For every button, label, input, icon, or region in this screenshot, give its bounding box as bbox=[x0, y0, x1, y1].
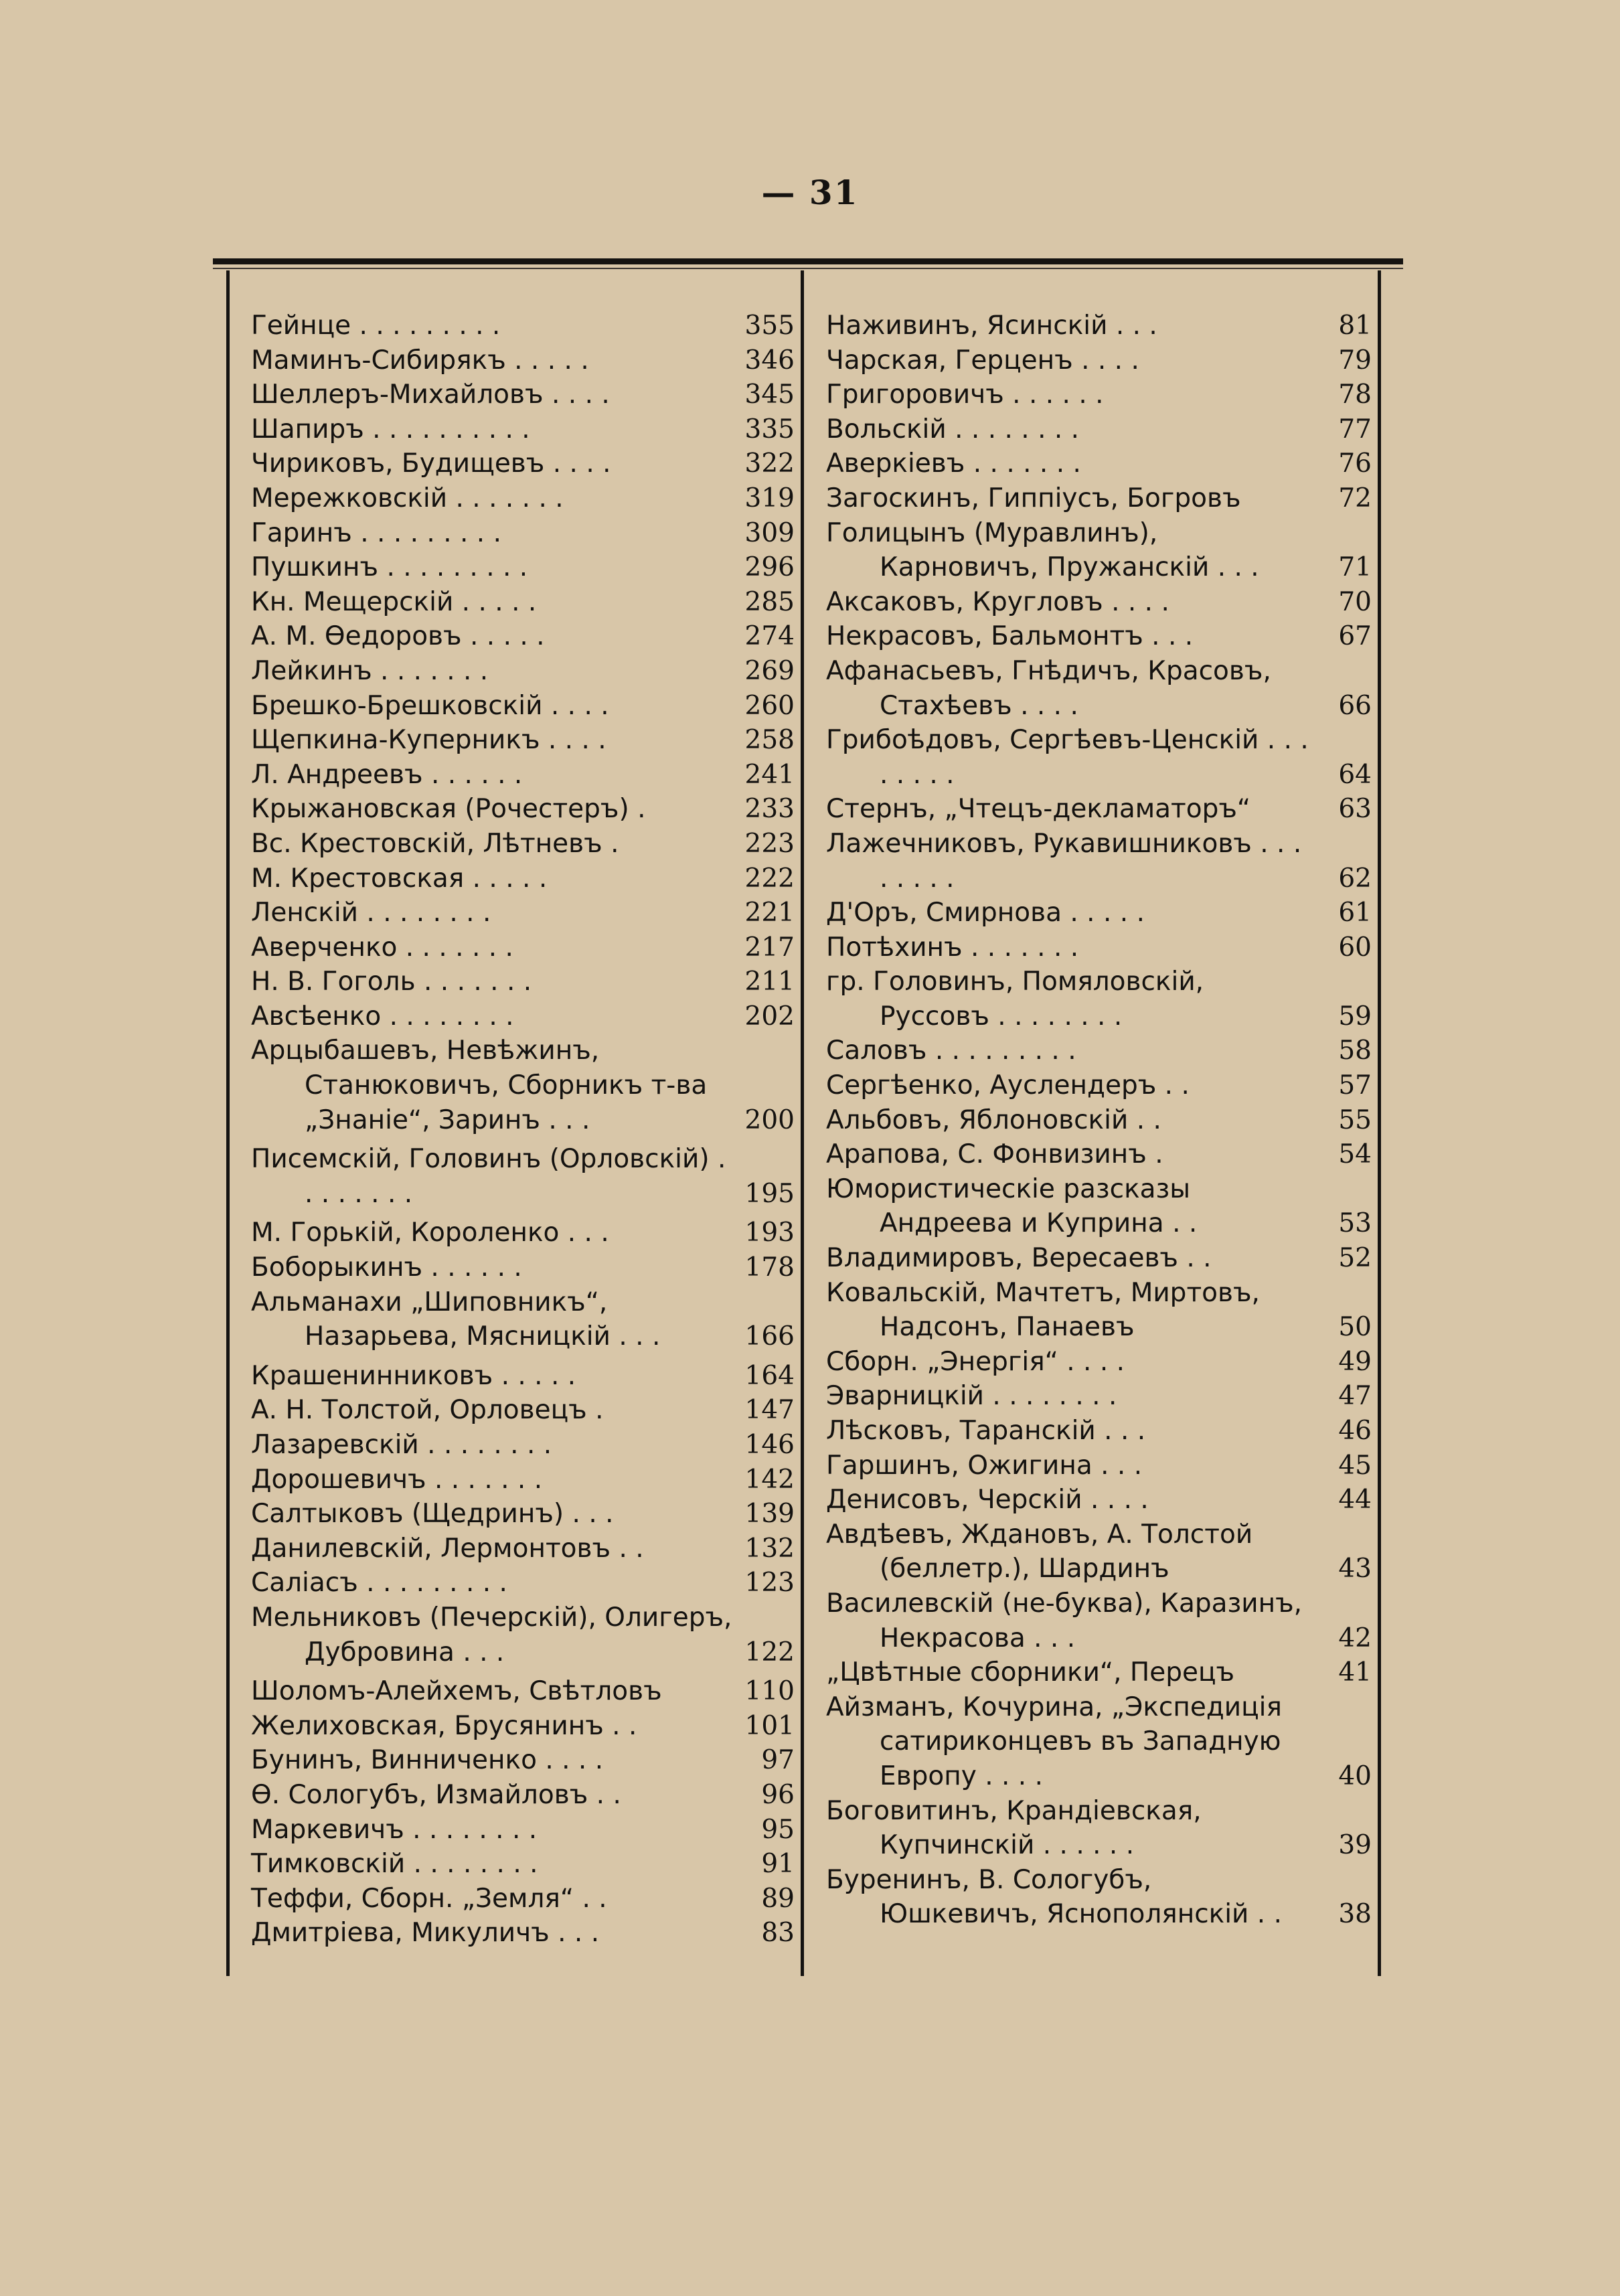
entry-names: А. Н. Толстой, Орловецъ . bbox=[251, 1395, 604, 1426]
entry-names: гр. Головинъ, Помяловскій, Руссовъ . . . . . . . . bbox=[826, 967, 1204, 1032]
entry-count: 72 bbox=[1338, 483, 1372, 513]
index-entry bbox=[826, 1414, 1372, 1449]
entry-count: 139 bbox=[744, 1499, 795, 1530]
entry-names: Грибоѣдовъ, Сергѣевъ-Ценскій . . . . . . . . bbox=[826, 725, 1309, 790]
entry-names: Гейнце . . . . . . . . . bbox=[251, 311, 501, 341]
entry-count: 40 bbox=[1338, 1760, 1372, 1791]
entry-names: Гаршинъ, Ожигина . . . bbox=[826, 1450, 1143, 1481]
index-entry bbox=[251, 1847, 795, 1882]
entry-count: 147 bbox=[744, 1395, 795, 1426]
index-entry bbox=[826, 1449, 1372, 1483]
index-entry bbox=[826, 930, 1372, 965]
index-entry bbox=[251, 1743, 795, 1778]
entry-count: 46 bbox=[1338, 1416, 1372, 1446]
entry-names: Дорошевичъ . . . . . . . bbox=[251, 1464, 543, 1495]
entry-count: 64 bbox=[1338, 759, 1372, 790]
entry-count: 54 bbox=[1338, 1139, 1372, 1170]
index-entry bbox=[251, 1674, 795, 1709]
right-border-line bbox=[1378, 270, 1381, 1976]
entry-names: Владимировъ, Вересаевъ . . bbox=[826, 1243, 1212, 1274]
entry-names: Альманахи „Шиповникъ“, Назарьева, Мясницкій . . . bbox=[251, 1287, 661, 1352]
index-entry bbox=[826, 378, 1372, 412]
entry-count: 97 bbox=[761, 1745, 795, 1776]
index-entry bbox=[251, 1463, 795, 1497]
index-entry bbox=[251, 999, 795, 1034]
index-entry bbox=[251, 585, 795, 620]
entry-count: 58 bbox=[1338, 1036, 1372, 1066]
entry-names: Гаринъ . . . . . . . . . bbox=[251, 517, 501, 548]
entry-count: 260 bbox=[744, 690, 795, 721]
entry-names: Н. В. Гоголь . . . . . . . bbox=[251, 967, 532, 997]
entry-names: Бунинъ, Винниченко . . . . bbox=[251, 1745, 604, 1776]
index-entry bbox=[251, 1813, 795, 1848]
entry-count: 43 bbox=[1338, 1554, 1372, 1584]
entry-count: 296 bbox=[744, 552, 795, 583]
entry-count: 202 bbox=[744, 1001, 795, 1032]
entry-names: Григоровичъ . . . . . . bbox=[826, 380, 1104, 410]
entry-names: Некрасовъ, Бальмонтъ . . . bbox=[826, 621, 1194, 652]
entry-count: 57 bbox=[1338, 1070, 1372, 1101]
entry-names: Крашенинниковъ . . . . . bbox=[251, 1360, 576, 1391]
entry-names: Авсѣенко . . . . . . . . bbox=[251, 1001, 514, 1032]
index-entry bbox=[251, 965, 795, 999]
entry-count: 146 bbox=[744, 1430, 795, 1460]
entry-count: 95 bbox=[761, 1814, 795, 1845]
index-entry bbox=[826, 1586, 1372, 1655]
index-entry bbox=[251, 1216, 795, 1250]
index-entry bbox=[826, 723, 1372, 792]
entry-names: Айзманъ, Кочурина, „Экспедиція сатириконцевъ въ Западную Европу . . . . bbox=[826, 1692, 1282, 1791]
index-entry bbox=[826, 1241, 1372, 1276]
entry-names: А. М. Өедоровъ . . . . . bbox=[251, 621, 545, 652]
index-entry bbox=[826, 343, 1372, 378]
index-entry bbox=[826, 619, 1372, 654]
entry-count: 66 bbox=[1338, 690, 1372, 721]
entry-names: Аверкіевъ . . . . . . . bbox=[826, 448, 1081, 479]
entry-count: 285 bbox=[744, 586, 795, 617]
index-entry bbox=[826, 1655, 1372, 1690]
entry-names: Д'Оръ, Смирнова . . . . . bbox=[826, 898, 1145, 928]
entry-names: Мережковскій . . . . . . . bbox=[251, 483, 564, 513]
index-entry bbox=[826, 1483, 1372, 1518]
entry-names: Аверченко . . . . . . . bbox=[251, 932, 513, 963]
entry-names: Лажечниковъ, Рукавишниковъ . . . . . . . . bbox=[826, 828, 1302, 894]
index-entry bbox=[251, 1142, 795, 1211]
entry-names: Загоскинъ, Гиппіусъ, Богровъ bbox=[826, 483, 1241, 513]
entry-count: 309 bbox=[744, 517, 795, 548]
entry-names: Писемскій, Головинъ (Орловскій) . . . . . . . . bbox=[251, 1144, 726, 1209]
entry-names: Тимковскій . . . . . . . . bbox=[251, 1849, 538, 1880]
entry-names: Ө. Сологубъ, Измайловъ . . bbox=[251, 1779, 621, 1810]
entry-names: Крыжановская (Рочестеръ) . bbox=[251, 794, 646, 825]
index-entry bbox=[826, 965, 1372, 1034]
index-entry bbox=[251, 930, 795, 965]
entry-names: Альбовъ, Яблоновскій . . bbox=[826, 1104, 1161, 1135]
entry-count: 67 bbox=[1338, 621, 1372, 652]
index-entry bbox=[251, 654, 795, 689]
entry-names: Теффи, Сборн. „Земля“ . . bbox=[251, 1883, 607, 1914]
index-entry bbox=[826, 654, 1372, 723]
entry-names: Маминъ-Сибирякъ . . . . . bbox=[251, 345, 589, 376]
entry-count: 322 bbox=[744, 448, 795, 479]
index-entry bbox=[826, 446, 1372, 481]
entry-names: „Цвѣтные сборники“, Перецъ bbox=[826, 1657, 1235, 1688]
entry-names: Стернъ, „Чтецъ-декламаторъ“ bbox=[826, 794, 1251, 825]
entry-names: Салтыковъ (Щедринъ) . . . bbox=[251, 1499, 614, 1530]
entry-names: Желиховская, Брусянинъ . . bbox=[251, 1710, 637, 1741]
index-entry bbox=[826, 1068, 1372, 1103]
entry-count: 223 bbox=[744, 828, 795, 859]
index-entry bbox=[826, 412, 1372, 447]
entry-count: 355 bbox=[744, 311, 795, 341]
entry-names: Шеллеръ-Михайловъ . . . . bbox=[251, 380, 610, 410]
entry-count: 42 bbox=[1338, 1623, 1372, 1653]
right-column bbox=[826, 309, 1372, 1932]
index-entry bbox=[826, 516, 1372, 585]
index-entry bbox=[826, 1379, 1372, 1414]
entry-names: Вольскій . . . . . . . . bbox=[826, 414, 1080, 444]
index-entry bbox=[826, 1794, 1372, 1863]
index-entry bbox=[251, 619, 795, 654]
index-entry bbox=[251, 1601, 795, 1669]
index-entry bbox=[251, 1497, 795, 1532]
index-entry bbox=[251, 1359, 795, 1394]
entry-names: Боборыкинъ . . . . . . bbox=[251, 1252, 522, 1283]
entry-count: 55 bbox=[1338, 1104, 1372, 1135]
entry-count: 78 bbox=[1338, 380, 1372, 410]
entry-count: 96 bbox=[761, 1779, 795, 1810]
entry-names: Лейкинъ . . . . . . . bbox=[251, 655, 489, 686]
entry-count: 178 bbox=[744, 1252, 795, 1283]
entry-names: Кн. Мещерскій . . . . . bbox=[251, 586, 537, 617]
index-entry bbox=[251, 378, 795, 412]
index-entry bbox=[251, 689, 795, 724]
entry-names: Брешко-Брешковскій . . . . bbox=[251, 690, 609, 721]
index-entry bbox=[251, 1709, 795, 1744]
entry-count: 62 bbox=[1338, 863, 1372, 894]
entry-count: 217 bbox=[744, 932, 795, 963]
entry-names: Ковальскій, Мачтетъ, Миртовъ, Надсонъ, Панаевъ bbox=[826, 1277, 1260, 1343]
entry-names: Сборн. „Энергія“ . . . . bbox=[826, 1346, 1125, 1377]
entry-names: М. Крестовская . . . . . bbox=[251, 863, 548, 894]
index-entry bbox=[826, 1103, 1372, 1138]
entry-count: 221 bbox=[744, 898, 795, 928]
entry-count: 241 bbox=[744, 759, 795, 790]
entry-count: 91 bbox=[761, 1849, 795, 1880]
index-entry bbox=[826, 1345, 1372, 1380]
entry-count: 59 bbox=[1338, 1001, 1372, 1032]
index-entry bbox=[826, 1276, 1372, 1345]
index-entry bbox=[251, 1034, 795, 1137]
entry-count: 142 bbox=[744, 1464, 795, 1495]
entry-names: Лазаревскій . . . . . . . . bbox=[251, 1430, 552, 1460]
entry-names: Боговитинъ, Крандіевская, Купчинскій . . . . . . bbox=[826, 1795, 1202, 1861]
index-entry bbox=[251, 343, 795, 378]
top-rule-thin bbox=[213, 268, 1403, 269]
entry-count: 81 bbox=[1338, 311, 1372, 341]
index-entry bbox=[826, 792, 1372, 827]
entry-names: Лѣсковъ, Таранскій . . . bbox=[826, 1416, 1146, 1446]
page-number: — 31 bbox=[761, 173, 859, 212]
entry-count: 193 bbox=[744, 1218, 795, 1248]
entry-names: Потѣхинъ . . . . . . . bbox=[826, 932, 1079, 963]
entry-names: Буренинъ, В. Сологубъ, Юшкевичъ, Яснополянскій . . bbox=[826, 1864, 1282, 1930]
index-entry bbox=[826, 585, 1372, 620]
entry-count: 63 bbox=[1338, 794, 1372, 825]
index-entry bbox=[826, 1172, 1372, 1241]
index-entry bbox=[251, 1428, 795, 1463]
entry-count: 70 bbox=[1338, 586, 1372, 617]
entry-count: 60 bbox=[1338, 932, 1372, 963]
entry-count: 211 bbox=[744, 967, 795, 997]
entry-count: 39 bbox=[1338, 1830, 1372, 1861]
left-column bbox=[251, 309, 795, 1951]
index-entry bbox=[251, 1250, 795, 1285]
entry-count: 166 bbox=[744, 1321, 795, 1352]
entry-count: 41 bbox=[1338, 1657, 1372, 1688]
entry-names: Маркевичъ . . . . . . . . bbox=[251, 1814, 538, 1845]
entry-count: 345 bbox=[744, 380, 795, 410]
index-entry bbox=[826, 1690, 1372, 1794]
entry-count: 83 bbox=[761, 1918, 795, 1949]
index-entry bbox=[251, 758, 795, 793]
entry-count: 71 bbox=[1338, 552, 1372, 583]
entry-names: Юмористическіе разсказы Андреева и Куприна . . bbox=[826, 1173, 1198, 1239]
index-entry bbox=[826, 309, 1372, 343]
entry-count: 195 bbox=[744, 1178, 795, 1209]
index-entry bbox=[251, 1532, 795, 1566]
index-entry bbox=[251, 792, 795, 827]
entry-names: Шоломъ-Алейхемъ, Свѣтловъ bbox=[251, 1676, 662, 1707]
entry-names: Чириковъ, Будищевъ . . . . bbox=[251, 448, 611, 479]
index-entry bbox=[826, 827, 1372, 896]
entry-count: 346 bbox=[744, 345, 795, 376]
entry-count: 222 bbox=[744, 863, 795, 894]
index-entry bbox=[251, 1916, 795, 1951]
entry-names: Сергѣенко, Ауслендеръ . . bbox=[826, 1070, 1190, 1101]
index-entry bbox=[251, 862, 795, 896]
entry-names: Пушкинъ . . . . . . . . . bbox=[251, 552, 528, 583]
entry-count: 44 bbox=[1338, 1485, 1372, 1515]
entry-names: Афанасьевъ, Гнѣдичъ, Красовъ, Стахѣевъ . . . . bbox=[826, 655, 1271, 721]
entry-count: 38 bbox=[1338, 1899, 1372, 1930]
entry-count: 77 bbox=[1338, 414, 1372, 444]
index-entry bbox=[251, 550, 795, 585]
entry-names: Саловъ . . . . . . . . . bbox=[826, 1036, 1076, 1066]
entry-names: Эварницкій . . . . . . . . bbox=[826, 1381, 1117, 1412]
entry-names: Вс. Крестовскій, Лѣтневъ . bbox=[251, 828, 619, 859]
index-entry bbox=[251, 827, 795, 862]
entry-count: 274 bbox=[744, 621, 795, 652]
entry-names: Арапова, С. Фонвизинъ . bbox=[826, 1139, 1163, 1170]
left-border-line bbox=[226, 270, 230, 1976]
index-entry bbox=[826, 1137, 1372, 1172]
index-entry bbox=[251, 896, 795, 930]
index-entry bbox=[826, 1034, 1372, 1068]
entry-names: Наживинъ, Ясинскій . . . bbox=[826, 311, 1157, 341]
entry-count: 233 bbox=[744, 794, 795, 825]
entry-count: 52 bbox=[1338, 1243, 1372, 1274]
index-entry bbox=[251, 1778, 795, 1813]
index-entry bbox=[826, 1518, 1372, 1586]
entry-names: Голицынъ (Муравлинъ), Карновичъ, Пружанскій . . . bbox=[826, 517, 1259, 583]
index-entry bbox=[251, 446, 795, 481]
entry-count: 132 bbox=[744, 1533, 795, 1564]
index-entry bbox=[826, 481, 1372, 516]
index-entry bbox=[251, 723, 795, 758]
column-divider-line bbox=[801, 270, 804, 1976]
entry-names: Аксаковъ, Кругловъ . . . . bbox=[826, 586, 1169, 617]
entry-count: 49 bbox=[1338, 1346, 1372, 1377]
entry-count: 79 bbox=[1338, 345, 1372, 376]
index-entry bbox=[251, 412, 795, 447]
entry-names: Ленскій . . . . . . . . bbox=[251, 898, 491, 928]
entry-count: 76 bbox=[1338, 448, 1372, 479]
entry-count: 101 bbox=[744, 1710, 795, 1741]
entry-count: 50 bbox=[1338, 1312, 1372, 1343]
index-entry bbox=[251, 1393, 795, 1428]
entry-names: Л. Андреевъ . . . . . . bbox=[251, 759, 523, 790]
entry-count: 258 bbox=[744, 725, 795, 756]
index-entry bbox=[251, 481, 795, 516]
entry-names: Денисовъ, Черскій . . . . bbox=[826, 1485, 1149, 1515]
entry-count: 110 bbox=[744, 1676, 795, 1707]
index-entry bbox=[251, 516, 795, 551]
index-entry bbox=[826, 896, 1372, 930]
entry-names: Василевскій (не-буква), Каразинъ, Некрасова . . . bbox=[826, 1588, 1303, 1653]
index-entry bbox=[251, 1285, 795, 1354]
index-entry bbox=[251, 1882, 795, 1916]
entry-names: Арцыбашевъ, Невѣжинъ, Станюковичъ, Сборникъ т-ва „Знаніе“, Заринъ . . . bbox=[251, 1036, 708, 1135]
entry-names: Дмитріева, Микуличъ . . . bbox=[251, 1918, 600, 1949]
top-rule bbox=[213, 258, 1403, 264]
index-entry bbox=[826, 1863, 1372, 1932]
entry-names: Саліасъ . . . . . . . . . bbox=[251, 1568, 507, 1598]
entry-names: Мельниковъ (Печерскій), Олигеръ, Дубровина . . . bbox=[251, 1602, 732, 1667]
entry-count: 47 bbox=[1338, 1381, 1372, 1412]
entry-count: 122 bbox=[744, 1637, 795, 1667]
entry-count: 200 bbox=[744, 1104, 795, 1135]
entry-names: Щепкина-Куперникъ . . . . bbox=[251, 725, 606, 756]
entry-count: 89 bbox=[761, 1883, 795, 1914]
entry-count: 164 bbox=[744, 1360, 795, 1391]
entry-count: 335 bbox=[744, 414, 795, 444]
entry-names: Авдѣевъ, Ждановъ, А. Толстой (беллетр.), Шардинъ bbox=[826, 1519, 1253, 1584]
entry-names: М. Горькій, Короленко . . . bbox=[251, 1218, 609, 1248]
entry-count: 61 bbox=[1338, 898, 1372, 928]
entry-count: 123 bbox=[744, 1568, 795, 1598]
entry-count: 269 bbox=[744, 655, 795, 686]
index-entry bbox=[251, 309, 795, 343]
entry-count: 45 bbox=[1338, 1450, 1372, 1481]
entry-names: Шапиръ . . . . . . . . . . bbox=[251, 414, 530, 444]
entry-names: Данилевскій, Лермонтовъ . . bbox=[251, 1533, 644, 1564]
entry-names: Чарская, Герценъ . . . . bbox=[826, 345, 1139, 376]
entry-count: 53 bbox=[1338, 1208, 1372, 1239]
entry-count: 319 bbox=[744, 483, 795, 513]
index-entry bbox=[251, 1566, 795, 1601]
